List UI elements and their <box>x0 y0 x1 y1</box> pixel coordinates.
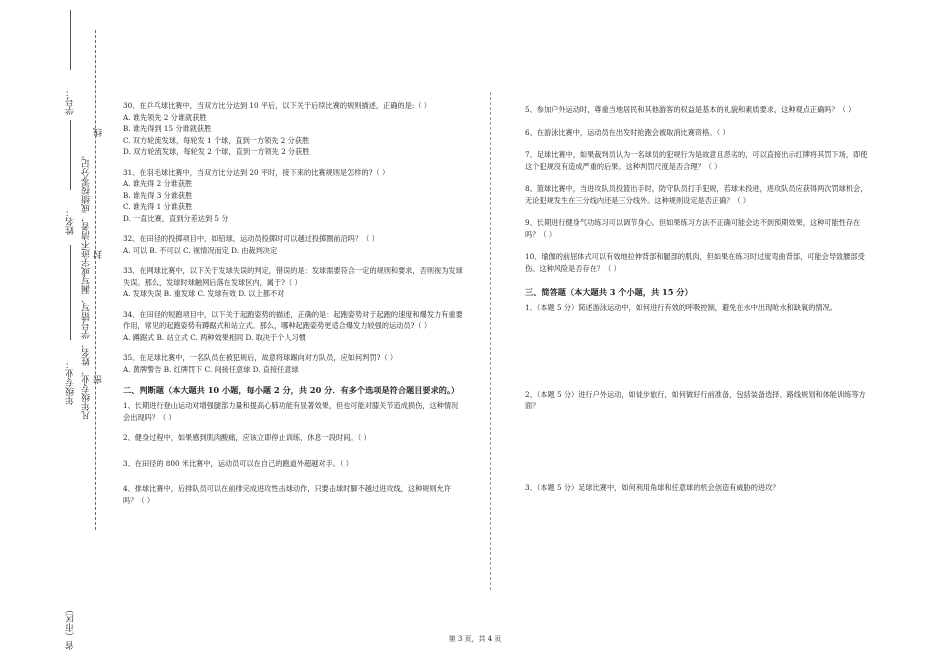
page-footer: 第 3 页，共 4 页 <box>448 635 502 643</box>
option: A. 谁先得 2 分谁获胜 <box>123 179 193 188</box>
section-2-title: 二、判断题（本大题共 10 小题，每小题 2 分，共 20 分．有多个选项是符合题目要求的。） <box>123 385 460 395</box>
cut-mark-seal: 封 <box>94 250 104 259</box>
name-line <box>70 120 71 190</box>
question-stem: 35、在足球比赛中，一名队员在被犯规后，故意将球踢向对方队员，应如何判罚?（ ） <box>123 353 398 362</box>
option: C. 谁先得 1 分谁获胜 <box>123 202 193 211</box>
short-question: 3、（本题 5 分）足球比赛中，如何利用角球和任意球的机会创造有威胁的进攻？ <box>525 482 780 492</box>
column-divider <box>490 92 491 590</box>
option: D. 双方轮流发球，每轮发 2 个球，直到一方领先 2 分获胜 <box>123 147 310 156</box>
option: B. 谁先得 3 分谁获胜 <box>123 190 193 200</box>
option: A. 可以 B. 不可以 C. 视情况而定 D. 由裁判决定 <box>123 245 278 255</box>
option: C. 双方轮流发球，每轮发 1 个球，直到一方领先 2 分获胜 <box>123 135 310 145</box>
option: A. 蹲踞式 B. 站立式 C. 两种效果相同 D. 取决于个人习惯 <box>123 332 306 342</box>
question-32 <box>123 233 465 256</box>
question-34 <box>123 309 465 344</box>
section-3-title: 三、简答题（本大题共 3 个小题，共 15 分） <box>525 287 693 297</box>
warning-text: 凡年级专业、姓名、学号错写、漏写或字迹不清者，成绩按零分记。 <box>82 150 92 420</box>
question-stem: 34、在田径的短跑项目中，以下关于起跑姿势的描述，正确的是：起跑姿势对于起跑的速度和爆发力有重要作用，常见的起跑姿势有蹲踞式和站立式。那么，哪种起跑姿势更适合爆发力较强的运动员?（ ） <box>123 309 463 330</box>
question-stem: 33、在网球比赛中，以下关于发球失误的判定，错误的是：发球需要符合一定的规则和要求，否则视为发球失误。那么，发球时球触网后落在发球区内，属于?（ ） <box>123 266 463 287</box>
judge-question: 9、长期进行健身气功练习可以调节身心。但如果练习方法不正确可能会达不到预期效果，这种可能性存在吗？（ ） <box>525 218 861 239</box>
option: B. 谁先得到 15 分谁就获胜 <box>123 124 212 133</box>
judge-question: 5、参加户外运动时，尊重当地居民和其他游客的权益是基本的礼貌和素质要求，这种观点正确吗？（ ） <box>525 105 856 114</box>
right-column <box>525 104 870 502</box>
question-stem: 30、在乒乓球比赛中，当双方比分达到 10 平后，以下关于后续比赛的规则描述，正确的是:（ ） <box>123 101 431 110</box>
short-question: 2、（本题 5 分）进行户外运动，如徒步旅行，如何做好行前准备，包括装备选择、路线规划和体能训练等方面？ <box>525 389 866 410</box>
student-id-line <box>70 10 71 70</box>
question-33 <box>123 265 465 300</box>
grade-line <box>70 245 71 340</box>
judge-question: 1、长期进行登山运动对增强腿部力量和提高心肺功能有显著效果，但也可能对膝关节造成损伤，这种情况会出现吗？（ ） <box>123 401 459 422</box>
judge-question: 4、排球比赛中，后排队员可以在前排完成进攻性击球动作，只要击球时脚不越过进攻线，这种规则允许吗？（ ） <box>123 484 452 505</box>
question-stem: 32、在田径的投掷项目中，如铅球，运动员投掷时可以越过投掷圈前沿吗？（ ） <box>123 234 379 243</box>
question-30 <box>123 100 465 158</box>
student-id-label: 学号： <box>66 88 76 115</box>
short-question: 1、（本题 5 分）简述游泳运动中，如何进行有效的呼吸控制，避免在水中出现呛水和缺氧的情况。 <box>525 303 837 312</box>
judge-question: 10、瑜伽的前屈体式可以有效地拉伸背部和腿部的肌肉，但如果在练习时过度弯曲背部，可能会导致腰部受伤。这种风险是否存在？（ ） <box>525 252 865 273</box>
name-label: 姓名： <box>66 208 76 235</box>
grade-label: 年级专业： <box>66 360 76 405</box>
option: D. 一直比赛，直到分差达到 5 分 <box>123 213 229 223</box>
question-stem: 31、在羽毛球比赛中，当双方比分达到 20 平时，接下来的比赛规则是怎样的?（ ） <box>123 167 390 177</box>
question-35 <box>123 352 465 375</box>
option: A. 黄牌警告 B. 红牌罚下 C. 间接任意球 D. 直接任意球 <box>123 364 299 374</box>
option: A. 谁先领先 2 分谁就获胜 <box>123 112 207 122</box>
judge-question: 3、在田径的 800 米比赛中，运动员可以在自己的跑道外超越对手。（ ） <box>123 458 353 468</box>
judge-question: 8、篮球比赛中，当进攻队员投篮出手时，防守队员打手犯规，若球未投进，进攻队员应获得两次罚球机会，无论犯规发生在三分线内还是三分线外。这种规则设定是否正确？（ ） <box>525 184 868 205</box>
judge-question: 7、足球比赛中，如果裁判员认为一名球员的犯规行为是故意且恶劣的，可以直接出示红牌将其罚下场，即使这个犯规没有造成严重的后果。这种判罚尺度是否合理？（ ） <box>525 150 868 171</box>
binding-strip <box>0 0 110 672</box>
judge-question: 2、健身过程中，如果感到肌肉酸痛，应该立即停止训练，休息一段时间。（ ） <box>123 433 371 442</box>
judge-question: 6、在游泳比赛中，运动员在出发时抢跑会被取消比赛资格。（ ） <box>525 127 730 137</box>
cut-mark-secret: 密 <box>94 375 104 384</box>
left-column <box>123 100 465 515</box>
cut-dashed-line <box>95 30 96 530</box>
cut-mark-line: 线 <box>94 128 104 137</box>
province-label: 省（市区） <box>66 605 76 650</box>
option: A. 发球失误 B. 重发球 C. 发球有效 D. 以上都不对 <box>123 289 285 298</box>
question-31 <box>123 167 465 225</box>
